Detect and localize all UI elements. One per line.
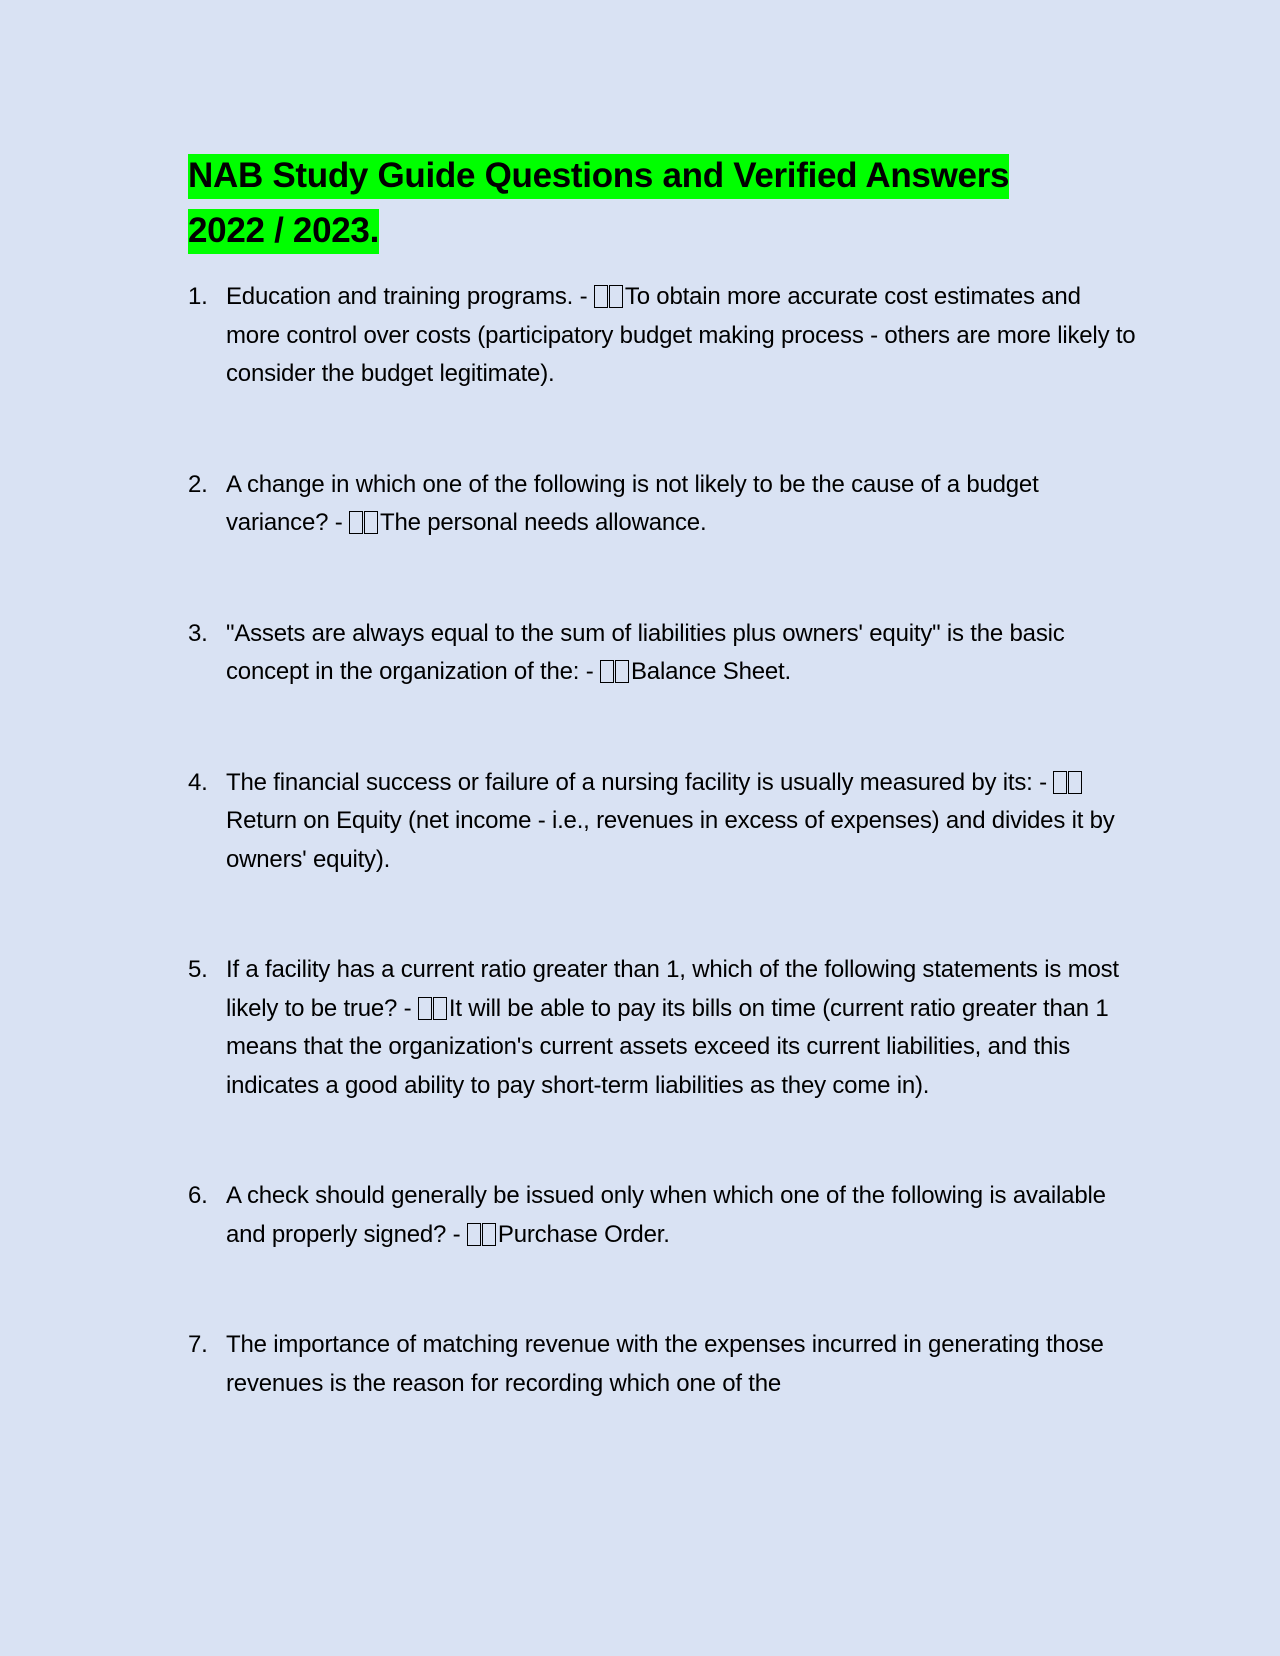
question-item (188, 1326, 1138, 1403)
question-number: 6. (188, 1182, 208, 1209)
question-number: 4. (188, 768, 208, 796)
missing-glyph-box-icon (482, 1223, 496, 1246)
question-item (188, 951, 1138, 1105)
question-number: 1. (188, 283, 208, 310)
question-number: 2. (188, 470, 208, 498)
missing-glyph-box-icon (615, 660, 629, 683)
question-item (188, 615, 1138, 692)
title-line-2: 2022 / 2023. (188, 209, 379, 254)
question-text: The importance of matching revenue with the expenses incurred in generating those revenues is the reason for recording which one of the (226, 1331, 1104, 1397)
question-text: Education and training programs. (226, 283, 574, 310)
missing-glyph-box-icon (433, 997, 447, 1020)
missing-glyph-box-icon (1053, 771, 1067, 794)
document-title (188, 148, 1088, 258)
question-item (188, 764, 1138, 880)
separator: - (328, 509, 349, 536)
missing-glyph-box-icon (467, 1223, 481, 1246)
answer-text: It will be able to pay its bills on time (current ratio greater than 1 means that the organization's current assets exceed its current liabilities, and this indicates a good ability to pay short-term liabilities as they come in). (226, 994, 1109, 1099)
separator: - (397, 994, 418, 1022)
question-list (188, 278, 1138, 1475)
question-item (188, 278, 1138, 394)
question-item (188, 466, 1138, 543)
answer-text: The personal needs allowance. (380, 509, 707, 536)
missing-glyph-box-icon (609, 285, 623, 308)
question-text: The financial success or failure of a nursing facility is usually measured by its: (226, 768, 1033, 796)
missing-glyph-box-icon (418, 997, 432, 1020)
separator: - (1032, 768, 1054, 796)
separator: - (573, 283, 594, 310)
question-number: 5. (188, 956, 208, 983)
separator: - (446, 1220, 467, 1248)
answer-text: Purchase Order. (497, 1220, 670, 1248)
question-number: 7. (188, 1331, 208, 1358)
title-line-1: NAB Study Guide Questions and Verified Answers (188, 154, 1009, 199)
question-text: "Assets are always equal to the sum of liabilities plus owners' equity" is the basic concept in the organization of the: (226, 619, 1065, 685)
question-number: 3. (188, 619, 208, 647)
separator: - (579, 658, 600, 685)
question-text: A check should generally be issued only when which one of the following is available and properly signed? (226, 1182, 1106, 1248)
question-text: If a facility has a current ratio greater than 1, which of the following statements is most likely to be true? (226, 956, 1119, 1022)
missing-glyph-box-icon (349, 511, 363, 534)
missing-glyph-box-icon (1068, 771, 1082, 794)
answer-text: Return on Equity (net income - i.e., revenues in excess of expenses) and divides it by owners' equity). (226, 807, 1115, 873)
missing-glyph-box-icon (364, 511, 378, 534)
missing-glyph-box-icon (600, 660, 614, 683)
answer-text: Balance Sheet. (630, 658, 791, 685)
missing-glyph-box-icon (594, 285, 608, 308)
question-item (188, 1177, 1138, 1254)
question-text: A change in which one of the following is not likely to be the cause of a budget variance? (226, 470, 1039, 536)
answer-text: To obtain more accurate cost estimates and more control over costs (participatory budget making process - others are more likely to consider the budget legitimate). (226, 283, 1136, 387)
